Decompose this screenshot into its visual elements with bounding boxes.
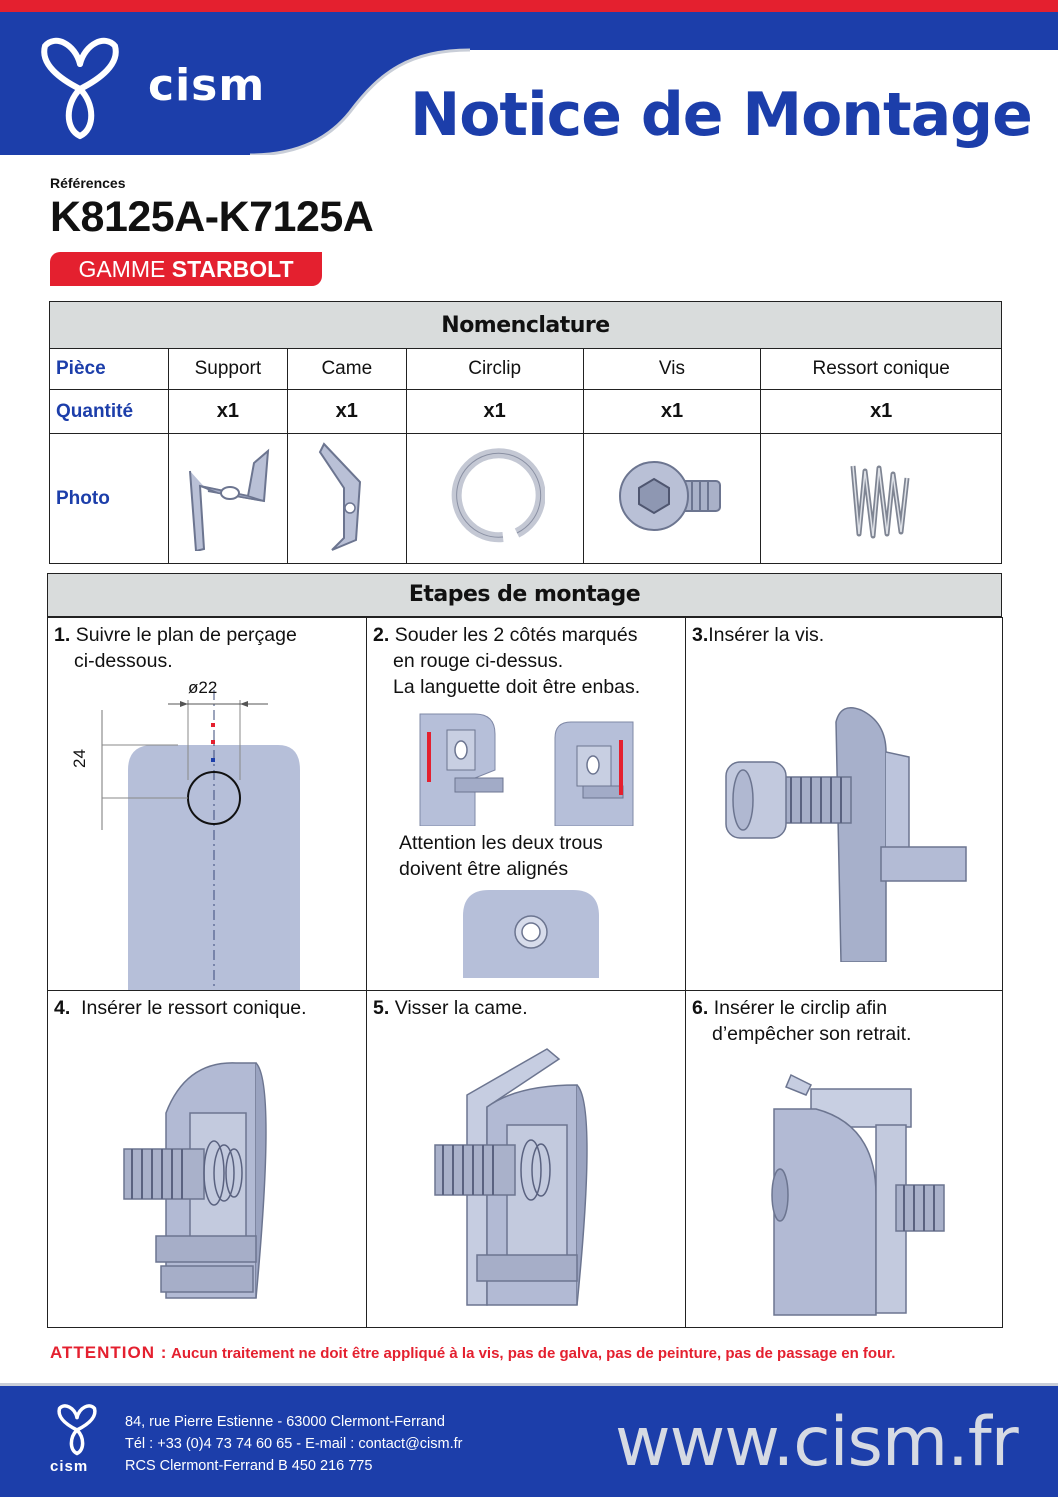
support-icon bbox=[178, 441, 278, 551]
insert-screw-drawing bbox=[721, 702, 971, 962]
footer-brand: cism bbox=[50, 1458, 89, 1475]
insert-circlip-drawing bbox=[766, 1065, 1003, 1321]
step-number: 6. bbox=[692, 997, 709, 1019]
nomenclature-table bbox=[49, 301, 1002, 564]
part-name: Came bbox=[287, 349, 406, 390]
part-quantity: x1 bbox=[583, 390, 761, 434]
nomenclature-title: Nomenclature bbox=[50, 302, 1002, 349]
row-label-quantity: Quantité bbox=[50, 390, 169, 434]
rcs-line: RCS Clermont-Ferrand B 450 216 775 bbox=[125, 1458, 373, 1474]
step-6-text: 6. Insérer le circlip afin d’empêcher son retrait. bbox=[692, 997, 912, 1045]
reference-label: Références bbox=[50, 175, 126, 191]
part-quantity: x1 bbox=[761, 390, 1002, 434]
circlip-icon bbox=[445, 441, 545, 551]
reference-code: K8125A-K7125A bbox=[50, 193, 374, 241]
part-quantity: x1 bbox=[406, 390, 583, 434]
footer-logo-icon bbox=[52, 1402, 102, 1458]
dimension-diameter: ø22 bbox=[188, 678, 218, 697]
step-3-text: 3.Insérer la vis. bbox=[692, 624, 825, 646]
step-1 bbox=[47, 617, 367, 991]
part-quantity: x1 bbox=[168, 390, 287, 434]
website-link[interactable]: www.cism.fr bbox=[615, 1403, 1018, 1482]
aligned-holes-drawing bbox=[463, 888, 599, 978]
part-photo bbox=[406, 434, 583, 564]
row-label-photo: Photo bbox=[50, 434, 169, 564]
insert-spring-drawing bbox=[106, 1053, 306, 1323]
company-address bbox=[125, 1411, 462, 1477]
step-4-text: 4. Insérer le ressort conique. bbox=[54, 997, 307, 1019]
part-photo bbox=[287, 434, 406, 564]
step-number: 5. bbox=[373, 997, 390, 1019]
alignment-note: Attention les deux trous doivent être alignés bbox=[399, 832, 603, 880]
step-5-text: 5. Visser la came. bbox=[373, 997, 528, 1019]
attention-text: Aucun traitement ne doit être appliqué à la vis, pas de galva, pas de peinture, pas de passage en four. bbox=[171, 1345, 896, 1362]
attention-notice bbox=[50, 1343, 895, 1363]
part-quantity: x1 bbox=[287, 390, 406, 434]
step-2 bbox=[366, 617, 686, 991]
row-label-piece: Pièce bbox=[50, 349, 169, 390]
steps-title: Etapes de montage bbox=[47, 573, 1002, 617]
dimension-height: 24 bbox=[70, 749, 89, 768]
step-4 bbox=[47, 990, 367, 1328]
top-red-stripe bbox=[0, 0, 1058, 12]
part-photo bbox=[761, 434, 1002, 564]
step-1-text: 1. Suivre le plan de perçage ci-dessous. bbox=[54, 624, 297, 672]
drilling-plan-drawing bbox=[68, 670, 348, 990]
weld-sides-drawing bbox=[415, 710, 645, 826]
part-name: Support bbox=[168, 349, 287, 390]
range-name: STARBOLT bbox=[171, 256, 294, 282]
address-line: 84, rue Pierre Estienne - 63000 Clermont-Ferrand bbox=[125, 1414, 445, 1430]
step-2-text: 2. Souder les 2 côtés marqués en rouge ci-dessus. La languette doit être enbas. bbox=[373, 624, 641, 698]
header-brand: cism bbox=[148, 60, 266, 111]
contact-line[interactable]: Tél : +33 (0)4 73 74 60 65 - E-mail : contact@cism.fr bbox=[125, 1436, 463, 1452]
cam-icon bbox=[312, 438, 382, 553]
part-name: Circlip bbox=[406, 349, 583, 390]
range-prefix: GAMME bbox=[78, 256, 166, 282]
step-number: 2. bbox=[373, 624, 390, 646]
step-number: 1. bbox=[54, 624, 71, 646]
screw-icon bbox=[612, 451, 732, 541]
step-5 bbox=[366, 990, 686, 1328]
step-6 bbox=[685, 990, 1003, 1328]
attention-label: ATTENTION : bbox=[50, 1343, 168, 1362]
screw-cam-drawing bbox=[427, 1035, 637, 1315]
step-number: 4. bbox=[54, 997, 71, 1019]
part-photo bbox=[168, 434, 287, 564]
spring-icon bbox=[841, 446, 921, 546]
cism-logo-icon bbox=[30, 34, 130, 144]
part-photo bbox=[583, 434, 761, 564]
step-3 bbox=[685, 617, 1003, 991]
part-name: Vis bbox=[583, 349, 761, 390]
step-number: 3. bbox=[692, 624, 709, 646]
page-title: Notice de Montage bbox=[410, 80, 1032, 150]
part-name: Ressort conique bbox=[761, 349, 1002, 390]
range-badge bbox=[50, 252, 322, 286]
